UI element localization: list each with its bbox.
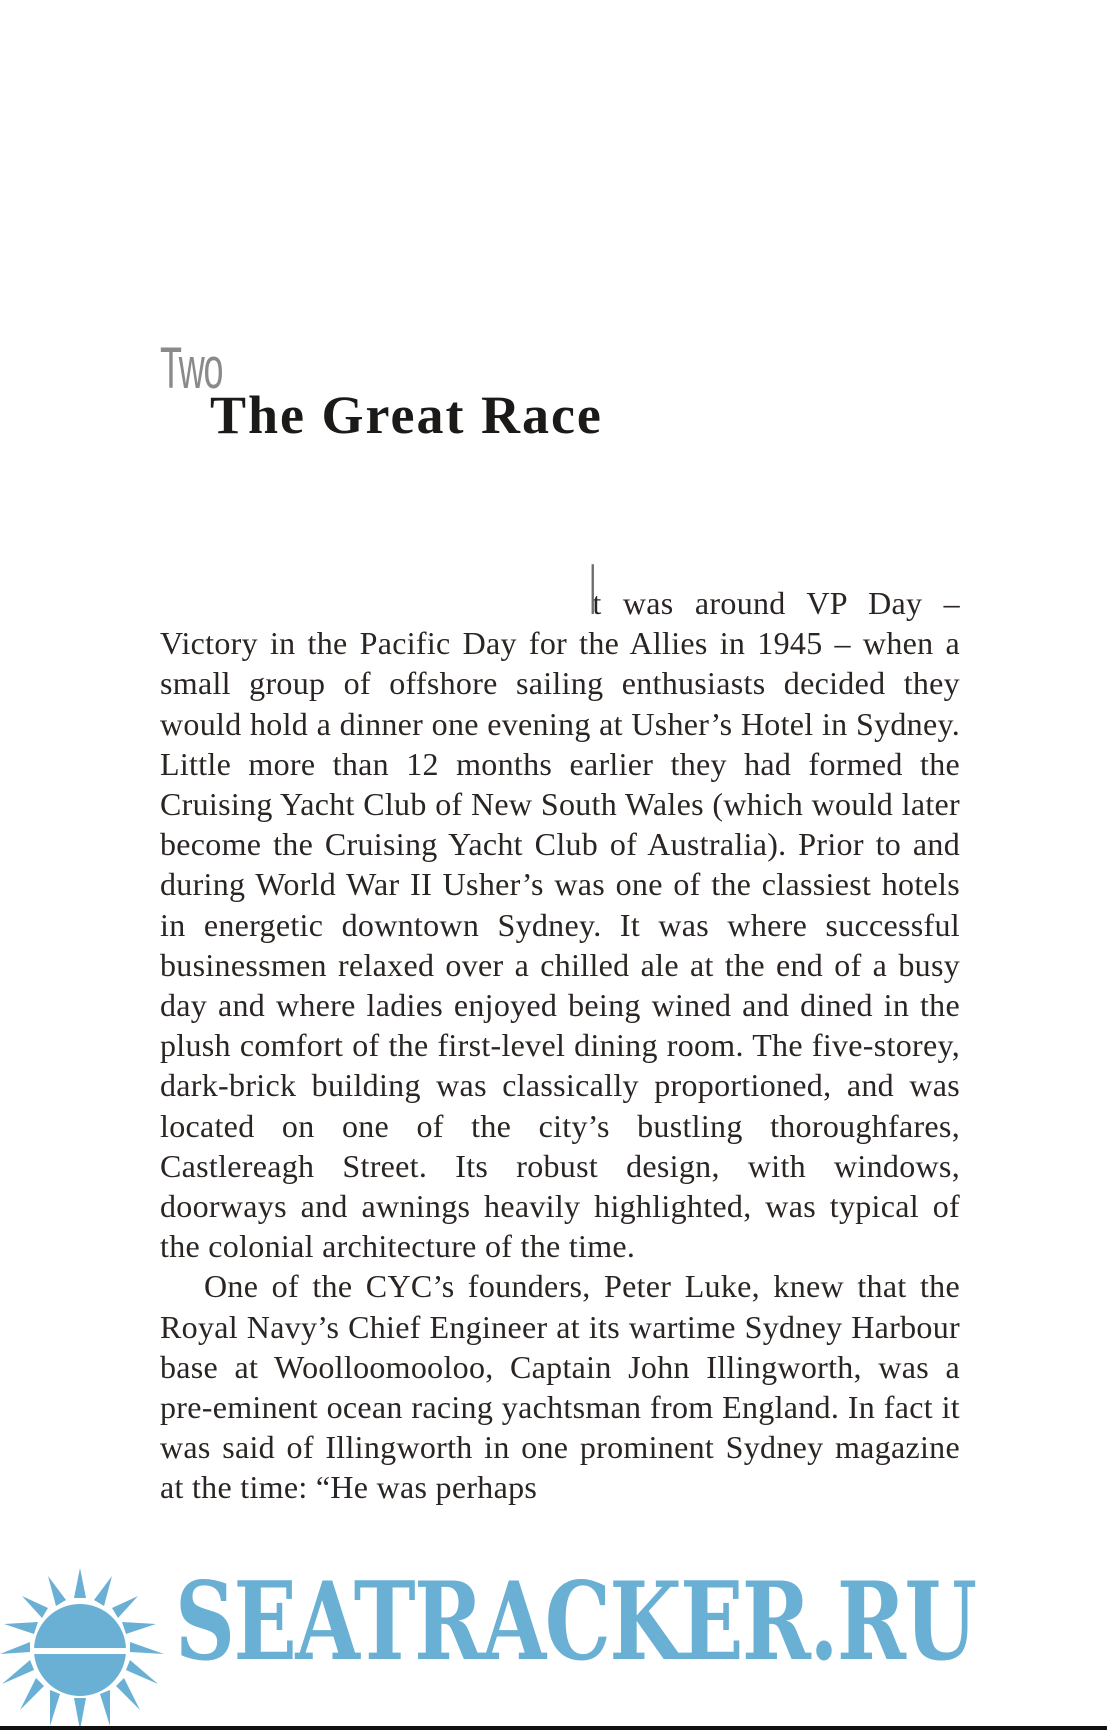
paragraph-1-text: t was around VP Day – Victory in the Pacific Day for the Allies in 1945 – when a small group of offshore sailing enthusiasts decided they would hold a dinner one evening at Usher’s Hotel in Sydney. Little more than 12 months earlier they had formed the Cruising Yacht Club of New South Wales (which would later become the Cruising Yacht Club of Australia). Prior to and during World War II Usher’s was one of the classiest hotels in energetic downtown Sydney. It was where successful businessmen relaxed over a chilled ale at the end of a busy day and where ladies enjoyed being wined and dined in the plush comfort of the first-level dining room. The five-storey, dark-brick building was classically proportioned, and was located on one of the city’s bustling thoroughfares, Castlereagh Street. Its robust design, with windows, doorways and awnings heavily highlighted, was typical of the colonial architecture of the time. [160,585,960,1265]
paragraph-2: One of the CYC’s founders, Peter Luke, knew that the Royal Navy’s Chief Engineer at its wartime Sydney Harbour base at Woolloomooloo, Captain John Illingworth, was a pre-eminent ocean racing yachtsman from England. In fact it was said of Illingworth in one prominent Sydney magazine at the time: “He was perhaps [160,1268,960,1506]
sun-logo-icon [0,1568,170,1730]
watermark [0,1559,1107,1730]
chapter-title: The Great Race [210,385,603,445]
bottom-rule [0,1726,1107,1730]
chapter-number: Two [160,336,223,401]
chapter-heading [160,336,960,450]
paragraph-1: It was around VP Day – Victory in the Pacific Day for the Allies in 1945 – when a small group of offshore sailing enthusiasts decided they would hold a dinner one evening at Usher’s Hotel in Sydney. Little more than 12 months earlier they had formed the Cruising Yacht Club of New South Wales (which would later become the Cruising Yacht Club of Australia). Prior to and during World War II Usher’s was one of the classiest hotels in energetic downtown Sydney. It was where successful businessmen relaxed over a chilled ale at the end of a busy day and where ladies enjoyed being wined and dined in the plush comfort of the first-level dining room. The five-storey, dark-brick building was classically proportioned, and was located on one of the city’s bustling thoroughfares, Castlereagh Street. Its robust design, with windows, doorways and awnings heavily highlighted, was typical of the colonial architecture of the time. [160,550,960,1265]
watermark-text: SEATRACKER.RU [175,1559,976,1685]
body-text [160,550,960,1508]
